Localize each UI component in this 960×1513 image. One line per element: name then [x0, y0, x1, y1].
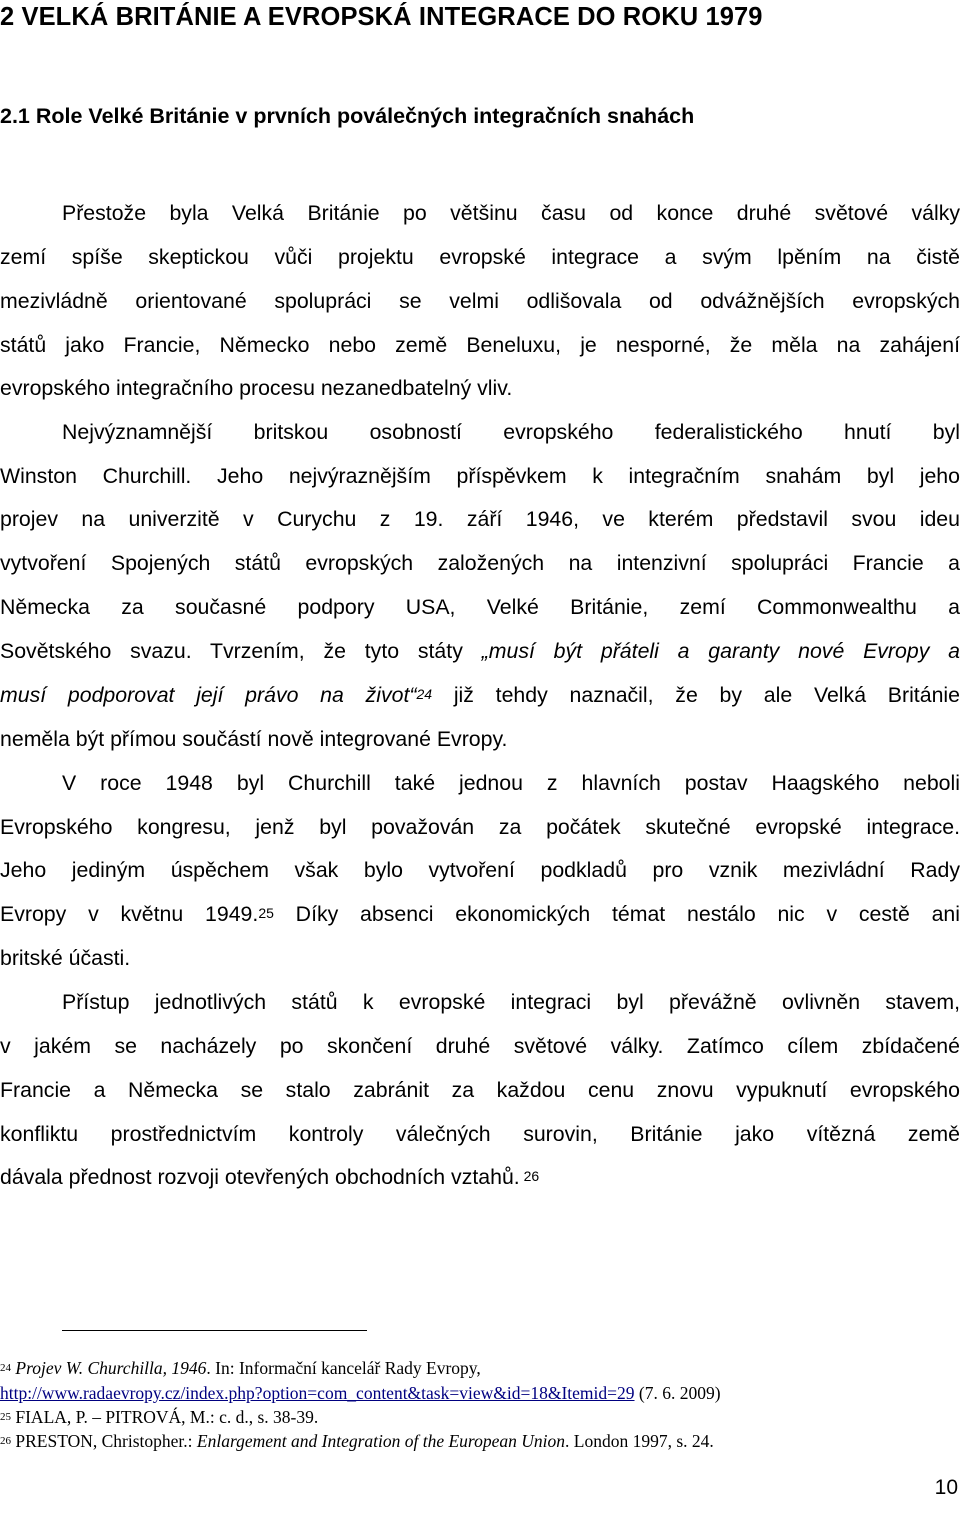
footnote-number: 24	[0, 1362, 11, 1374]
footnote-title: Projev W. Churchilla, 1946	[11, 1358, 207, 1378]
paragraph-line: Německa za současné podpory USA, Velké Británie, zemí Commonwealthu a	[0, 595, 960, 619]
paragraph-line: Winston Churchill. Jeho nejvýraznějším příspěvkem k integračním snahám byl jeho	[0, 464, 960, 488]
footnote-ref: 25	[258, 905, 274, 921]
section-heading: 2.1 Role Velké Británie v prvních poválečných integračních snahách	[0, 104, 695, 128]
paragraph-line: Nejvýznamnější britskou osobností evropského federalistického hnutí byl	[62, 420, 960, 444]
quote-text: musí podporovat její právo na život“	[0, 683, 417, 707]
paragraph-line: Přístup jednotlivých států k evropské integraci byl převážně ovlivněn stavem,	[62, 990, 960, 1014]
footnote-24-link-line	[0, 1382, 960, 1404]
paragraph-line: mezivládně orientované spolupráci se velmi odlišovala od odvážnějších evropských	[0, 289, 960, 313]
paragraph-line	[0, 681, 960, 709]
page-number: 10	[934, 1476, 958, 1499]
footnote-text: FIALA, P. – PITROVÁ, M.: c. d., s. 38-39.	[11, 1407, 319, 1427]
paragraph-line: vytvoření Spojených států evropských založených na intenzivní spolupráci Francie a	[0, 551, 960, 575]
text-run: již tehdy naznačil, že by ale Velká Británie	[432, 683, 960, 707]
paragraph-line	[0, 1163, 960, 1191]
footnote-text: . London 1997, s. 24.	[565, 1431, 714, 1451]
text-run: Díky absenci ekonomických témat nestálo nic v cestě ani	[273, 902, 960, 926]
footnote-number: 25	[0, 1411, 11, 1423]
footnote-text: (7. 6. 2009)	[634, 1383, 721, 1403]
footnote-number: 26	[0, 1435, 11, 1447]
paragraph-line: V roce 1948 byl Churchill také jednou z hlavních postav Haagského neboli	[62, 771, 960, 795]
footnote-24	[0, 1357, 960, 1379]
paragraph-line	[0, 637, 960, 665]
footnote-title: Enlargement and Integration of the European Union	[196, 1431, 565, 1451]
paragraph-line: Jeho jediným úspěchem však bylo vytvoření podkladů pro vznik mezivládní Rady	[0, 858, 960, 882]
footnote-ref: 26	[519, 1168, 540, 1184]
paragraph-line: Evropského kongresu, jenž byl považován za počátek skutečné evropské integrace.	[0, 815, 960, 839]
paragraph-line: Francie a Německa se stalo zabránit za každou cenu znovu vypuknutí evropského	[0, 1078, 960, 1102]
footnote-text: PRESTON, Christopher.:	[11, 1431, 197, 1451]
paragraph-line	[0, 900, 960, 928]
paragraph-line: britské účasti.	[0, 946, 131, 970]
footnote-26	[0, 1430, 960, 1452]
footnote-25	[0, 1406, 960, 1428]
text-run: dávala přednost rozvoji otevřených obchodních vztahů.	[0, 1165, 520, 1189]
text-run: Sovětského svazu. Tvrzením, že tyto státy	[0, 639, 482, 663]
chapter-heading: 2 VELKÁ BRITÁNIE A EVROPSKÁ INTEGRACE DO ROKU 1979	[0, 3, 763, 31]
paragraph-line: v jakém se nacházely po skončení druhé světové války. Zatímco cílem zbídačené	[0, 1034, 960, 1058]
text-run: Evropy v květnu 1949.	[0, 902, 259, 926]
footnote-separator	[62, 1330, 367, 1331]
quote-text: „musí být přáteli a garanty nové Evropy a	[481, 639, 960, 663]
footnote-text: . In: Informační kancelář Rady Evropy,	[206, 1358, 481, 1378]
paragraph-line: konfliktu prostřednictvím kontroly válečných surovin, Británie jako vítězná země	[0, 1122, 960, 1146]
paragraph-line: projev na univerzitě v Curychu z 19. září 1946, ve kterém představil svou ideu	[0, 507, 960, 531]
paragraph-line: Přestože byla Velká Británie po většinu času od konce druhé světové války	[62, 201, 960, 225]
paragraph-line: zemí spíše skeptickou vůči projektu evropské integrace a svým lpěním na čistě	[0, 245, 960, 269]
footnote-ref: 24	[416, 686, 433, 702]
paragraph-line: evropského integračního procesu nezanedbatelný vliv.	[0, 376, 513, 400]
paragraph-line: neměla být přímou součástí nově integrované Evropy.	[0, 727, 508, 751]
footnote-link[interactable]: http://www.radaevropy.cz/index.php?option=com_content&task=view&id=18&Itemid=29	[0, 1383, 635, 1403]
paragraph-line: států jako Francie, Německo nebo země Beneluxu, je nesporné, že měla na zahájení	[0, 333, 960, 357]
